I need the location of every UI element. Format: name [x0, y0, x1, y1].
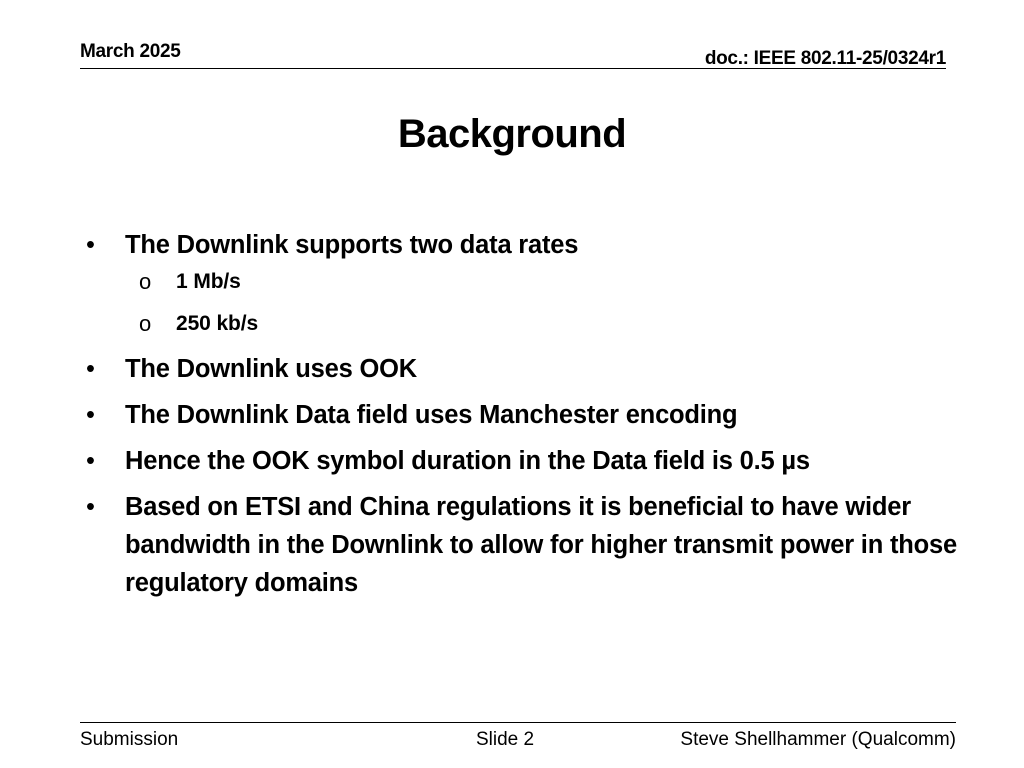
bullet-item: [84, 442, 964, 480]
sub-bullet-list: [125, 266, 964, 340]
bullet-text: The Downlink uses OOK: [125, 355, 417, 383]
header-divider: [80, 68, 946, 69]
header-doc-id: doc.: IEEE 802.11-25/0324r1: [704, 48, 946, 69]
slide-title: Background: [397, 112, 627, 156]
sub-bullet-text: 250 kb/s: [176, 312, 259, 335]
bullet-text: The Downlink supports two data rates: [125, 231, 579, 259]
footer-submission: Submission: [80, 729, 179, 750]
bullet-marker: •: [86, 401, 95, 429]
sub-bullet-item: [125, 308, 964, 340]
sub-bullet-item: [125, 266, 964, 298]
bullet-text: Based on ETSI and China regulations it is beneficial to have wider bandwidth in the Downlink to allow for higher transmit power in those regulatory domains: [125, 493, 957, 597]
bullet-marker: •: [86, 355, 95, 383]
sub-bullet-marker: o: [139, 269, 152, 294]
bullet-text: Hence the OOK symbol duration in the Data field is 0.5 µs: [125, 447, 810, 475]
sub-bullet-text: 1 Mb/s: [176, 270, 241, 293]
bullet-marker: •: [86, 231, 95, 259]
footer-slide-number: Slide 2: [476, 729, 535, 750]
sub-bullet-marker: o: [139, 311, 152, 336]
bullet-marker: •: [86, 493, 95, 521]
bullet-item: [84, 396, 964, 434]
bullet-marker: •: [86, 447, 95, 475]
bullet-item: [84, 226, 964, 340]
bullet-item: [84, 488, 964, 602]
bullet-item: [84, 350, 964, 388]
bullet-list: [84, 226, 964, 610]
header-date: March 2025: [80, 41, 181, 62]
footer-divider: [80, 722, 956, 723]
footer-author: Steve Shellhammer (Qualcomm): [680, 729, 956, 750]
bullet-text: The Downlink Data field uses Manchester encoding: [125, 401, 738, 429]
